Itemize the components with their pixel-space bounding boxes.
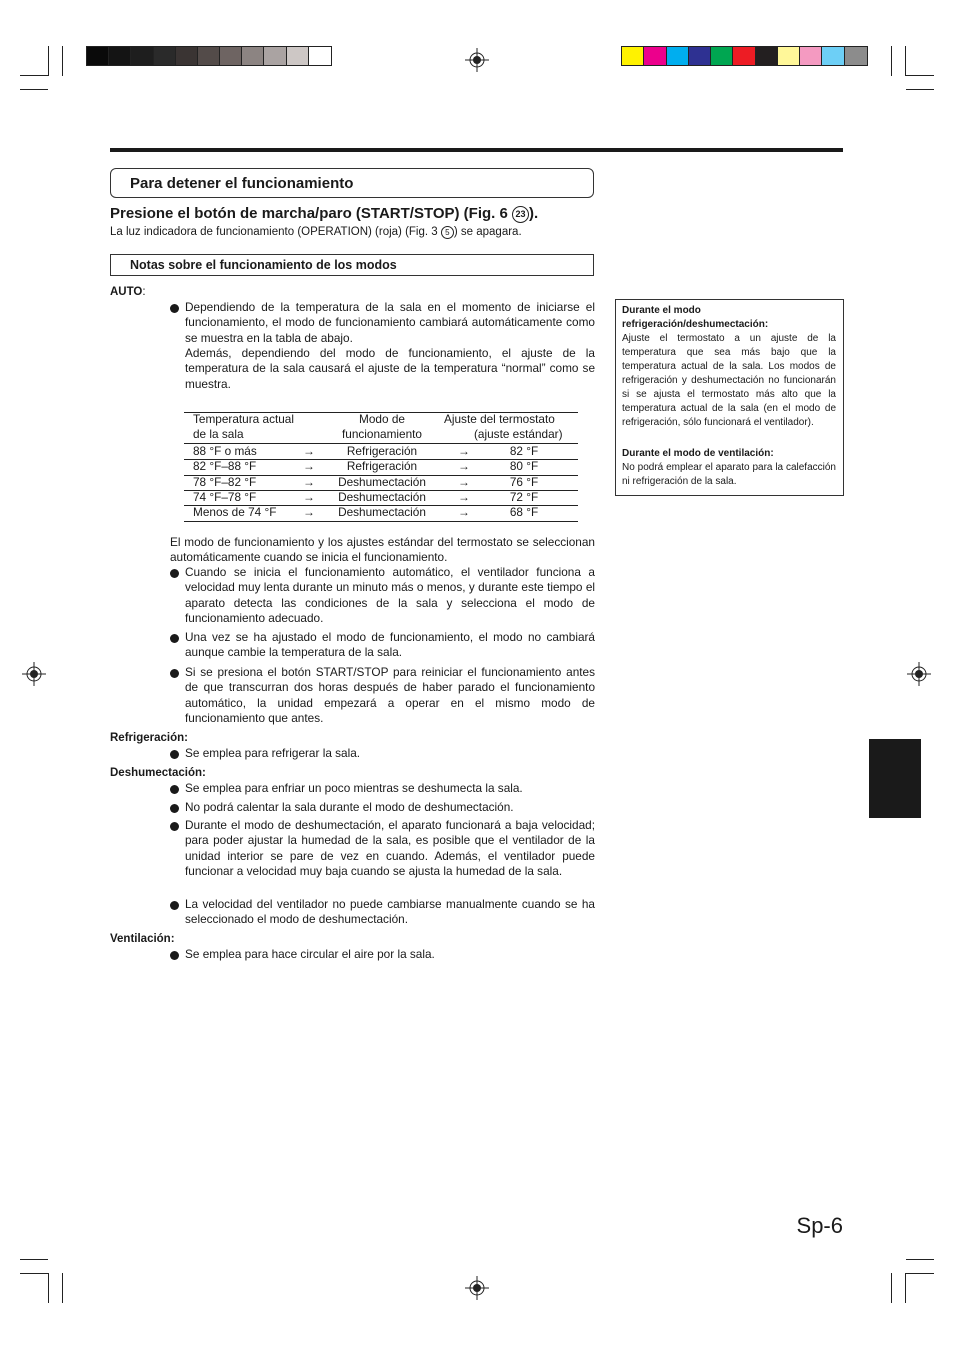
dry-bullet-2: No podrá calentar la sala durante el modo de deshumectación. xyxy=(185,800,514,814)
color-swatch xyxy=(778,47,800,65)
color-swatch xyxy=(667,47,689,65)
crop-mark xyxy=(48,1273,49,1303)
table-cell-setting: 68 °F xyxy=(509,505,539,520)
color-swatch xyxy=(845,47,867,65)
crop-mark xyxy=(905,46,906,76)
subheading-text: Presione el botón de marcha/paro (START/STOP) (Fig. 6 xyxy=(110,205,508,222)
crop-mark xyxy=(906,75,934,76)
bullet-icon xyxy=(170,669,179,678)
color-swatch xyxy=(87,47,109,65)
bullet-icon xyxy=(170,304,179,313)
side-note-title-2: Durante el modo de ventilación: xyxy=(622,448,774,459)
registration-mark-icon xyxy=(465,48,489,72)
paragraph-before: La luz indicadora de funcionamiento (OPERATION) (roja) (Fig. 3 xyxy=(110,226,438,238)
table-cell-mode: Deshumectación xyxy=(338,505,426,520)
registration-mark-icon xyxy=(465,1276,489,1300)
table-cell-temp: 74 °F–78 °F xyxy=(193,489,257,504)
color-swatch xyxy=(822,47,844,65)
circled-number: 5 xyxy=(441,226,454,239)
bullet-icon xyxy=(170,951,179,960)
table-cell-temp: 82 °F–88 °F xyxy=(193,459,257,474)
section-tab xyxy=(869,739,921,818)
side-note-text-1: Ajuste el termostato a un ajuste de la temperatura que sea más bajo que la temperatura actual de la sala. Los modos de refrigeración y deshumectación no funcionarán si se ajusta el termostato más alto que la temperatura actual de la sala (en el modo de refrigeración, sólo funcionará el ventilador). xyxy=(622,333,836,428)
table-header-2a: Modo de xyxy=(359,412,405,426)
registration-mark-icon xyxy=(907,662,931,686)
arrow-icon: → xyxy=(458,474,470,489)
auto-bullet-1: Dependiendo de la temperatura de la sala en el momento de iniciarse el funcionamiento, el modo de funcionamiento cambiará automáticamente como se muestra en la tabla de abajo. xyxy=(185,300,595,345)
auto-bullet-2: Cuando se inicia el funcionamiento automático, el ventilador funciona a velocidad muy lenta durante un minuto más o menos, y durante este tiempo el aparato detecta las condiciones de la sala y selecciona el modo de funcionamiento adecuado. xyxy=(185,565,595,626)
crop-mark xyxy=(891,1273,892,1303)
color-swatch xyxy=(109,47,131,65)
cool-bullet-1: Se emplea para refrigerar la sala. xyxy=(185,746,361,760)
arrow-icon: → xyxy=(303,444,315,458)
color-swatch xyxy=(131,47,153,65)
crop-mark xyxy=(906,1259,934,1260)
bullet-icon xyxy=(170,804,179,813)
arrow-icon: → xyxy=(458,459,470,474)
crop-mark xyxy=(891,46,892,76)
color-swatch xyxy=(154,47,176,65)
table-row-rule xyxy=(184,521,578,522)
side-note-text-2: No podrá emplear el aparato para la calefacción ni refrigeración de la sala. xyxy=(622,462,836,487)
color-swatch xyxy=(711,47,733,65)
table-cell-setting: 72 °F xyxy=(509,489,539,504)
table-header-3b: (ajuste estándar) xyxy=(474,427,563,441)
color-swatch xyxy=(287,47,309,65)
auto-bullet-3: Una vez se ha ajustado el modo de funcionamiento, el modo no cambiará aunque cambie la temperatura de la sala. xyxy=(185,630,595,660)
table-cell-temp: Menos de 74 °F xyxy=(193,505,277,520)
fan-label: Ventilación: xyxy=(110,933,175,945)
header-rule xyxy=(110,148,843,152)
auto-bullet-4: Si se presiona el botón START/STOP para reiniciar el funcionamiento antes de que transcurran dos horas después de haber parado el funcionamiento automático, la unidad empezará a operar en el mismo modo de funcionamiento que antes. xyxy=(185,665,595,726)
table-cell-setting: 80 °F xyxy=(509,459,539,474)
crop-mark xyxy=(20,1259,48,1260)
color-swatch xyxy=(733,47,755,65)
subheading xyxy=(110,205,538,223)
auto-label-colon: : xyxy=(142,286,146,298)
section-title: Para detener el funcionamiento xyxy=(130,175,354,192)
bullet-icon xyxy=(170,569,179,578)
arrow-icon: → xyxy=(458,444,470,458)
table-cell-mode: Refrigeración xyxy=(346,444,418,458)
crop-mark xyxy=(62,1273,63,1303)
side-note-title-1: Durante el modo refrigeración/deshumectación: xyxy=(622,305,769,330)
table-header-1b: de la sala xyxy=(193,427,244,441)
subheading-end: ). xyxy=(529,205,539,222)
fan-bullet-1: Se emplea para hace circular el aire por la sala. xyxy=(185,947,435,961)
auto-label xyxy=(110,286,146,298)
color-swatch xyxy=(176,47,198,65)
color-swatch xyxy=(800,47,822,65)
table-header-1a: Temperatura actual xyxy=(193,412,294,426)
table-header-2b: funcionamiento xyxy=(341,427,422,441)
crop-mark xyxy=(905,1273,906,1303)
grayscale-calibration-bar xyxy=(86,46,332,66)
auto-paragraph: El modo de funcionamiento y los ajustes estándar del termostato se seleccionan automáticamente cuando se inicia el funcionamiento. xyxy=(170,535,595,565)
circled-number: 23 xyxy=(512,206,529,223)
table-cell-temp: 78 °F–82 °F xyxy=(193,474,257,489)
table-cell-mode: Deshumectación xyxy=(338,489,426,504)
bullet-icon xyxy=(170,750,179,759)
table-cell-setting: 82 °F xyxy=(509,444,539,458)
dry-bullet-4: La velocidad del ventilador no puede cambiarse manualmente cuando se ha seleccionado el modo de deshumectación. xyxy=(185,897,595,927)
page-number: Sp-6 xyxy=(796,1213,843,1238)
crop-mark xyxy=(62,46,63,76)
operation-light-text xyxy=(110,226,522,239)
arrow-icon: → xyxy=(458,505,470,520)
table-cell-mode: Refrigeración xyxy=(346,459,418,474)
arrow-icon: → xyxy=(303,459,315,474)
table-cell-temp: 88 °F o más xyxy=(193,444,257,458)
color-swatch xyxy=(198,47,220,65)
color-swatch xyxy=(644,47,666,65)
crop-mark xyxy=(906,1273,934,1274)
bullet-icon xyxy=(170,634,179,643)
bullet-icon xyxy=(170,785,179,794)
cool-label: Refrigeración: xyxy=(110,732,188,744)
auto-bullet-1b: Además, dependiendo del modo de funcionamiento, el ajuste de la temperatura de la sala causará el ajuste de la temperatura “normal” como se muestra. xyxy=(185,346,595,391)
arrow-icon: → xyxy=(458,489,470,504)
paragraph-after: ) se apagara. xyxy=(453,226,522,238)
color-swatch xyxy=(689,47,711,65)
crop-mark xyxy=(906,89,934,90)
arrow-icon: → xyxy=(303,474,315,489)
dry-bullet-1: Se emplea para enfriar un poco mientras se deshumecta la sala. xyxy=(185,781,523,795)
registration-mark-icon xyxy=(22,662,46,686)
table-header-3a: Ajuste del termostato xyxy=(444,412,555,426)
color-swatch xyxy=(242,47,264,65)
color-swatch xyxy=(622,47,644,65)
color-swatch xyxy=(220,47,242,65)
color-swatch xyxy=(264,47,286,65)
process-color-calibration-bar xyxy=(621,46,868,66)
dry-label: Deshumectación: xyxy=(110,767,206,779)
dry-bullet-3: Durante el modo de deshumectación, el aparato funcionará a baja velocidad; para poder ajustar la humedad de la sala, es posible que el ventilador de la unidad interior se pare de vez en cuando. Además, el ventilador puede funcionar a velocidad muy baja cuando se ajusta la humedad de la sala. xyxy=(185,818,595,879)
crop-mark xyxy=(48,46,49,76)
bullet-icon xyxy=(170,901,179,910)
notes-title: Notas sobre el funcionamiento de los modos xyxy=(130,258,397,272)
auto-label-text: AUTO xyxy=(110,286,143,298)
color-swatch xyxy=(756,47,778,65)
table-cell-mode: Deshumectación xyxy=(338,474,426,489)
color-swatch xyxy=(309,47,331,65)
bullet-icon xyxy=(170,822,179,831)
arrow-icon: → xyxy=(303,489,315,504)
table-cell-setting: 76 °F xyxy=(509,474,539,489)
crop-mark xyxy=(20,89,48,90)
crop-mark xyxy=(20,1273,48,1274)
crop-mark xyxy=(20,75,48,76)
arrow-icon: → xyxy=(303,505,315,520)
